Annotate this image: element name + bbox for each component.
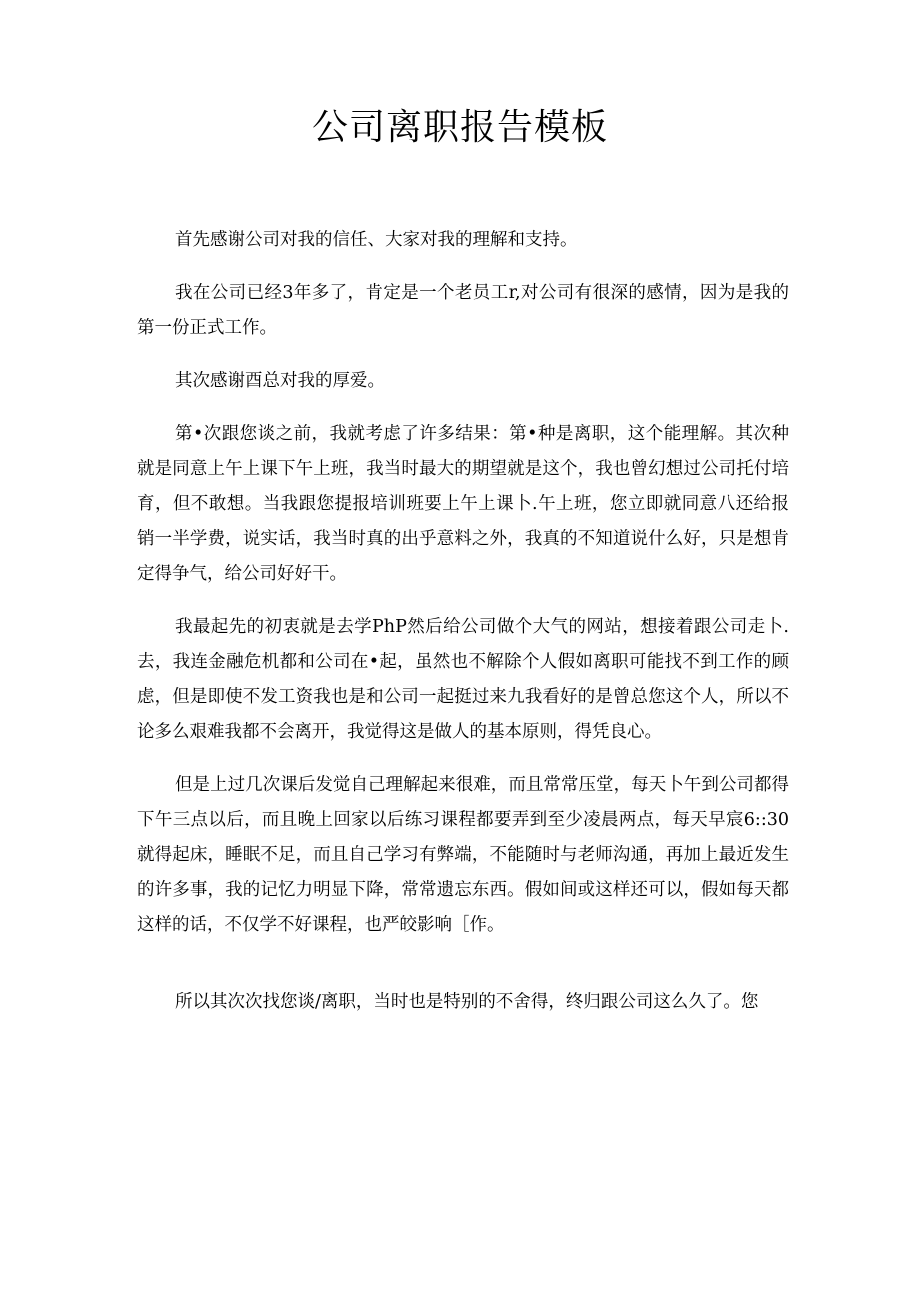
paragraph-second-talk: 所以其次次找您谈/离职，当时也是特别的不舍得，终归跟公司这么久了。您	[175, 992, 759, 1012]
paragraph-difficulties: 但是上过几次课后发觉自己理解起来很难，而且常常压堂，每天卜午到公司都得下午三点以后，而且晚上回家以后练习课程都要弄到至少凌晨两点，每天早宸6::30就得起床，睡眠不足，而且自己学习有弊端，不能随时与老师沟通，再加上最近发生的许多事，我的记忆力明显下降，常常遗忘东西。假如间或这样还可以，假如每天都这样的话，不仅学不好课程，也严皎影响［作。	[137, 775, 789, 935]
paragraph-tenure: 我在公司已经3年多了，肯定是一个老员工r,对公司有很深的感情，因为是我的第一份正式工作。	[137, 283, 789, 338]
paragraph-gratitude: 首先感谢公司对我的信任、大家对我的理解和支持。	[175, 230, 578, 250]
paragraph-first-talk: 第•次跟您谈之前，我就考虑了许多结果：第•种是离职，这个能理解。其次种就是同意上午上课下午上班，我当时最大的期望就是这个，我也曾幻想过公司托付培育，但不敢想。当我跟您提报培训班要上午上课卜.午上班，您立即就同意八还给报销一半学费，说实话，我当时真的出乎意料之外，我真的不知道说什么好，只是想肯定得争气，给公司好好干。	[137, 424, 789, 584]
paragraph-thanks-boss: 其次感谢酉总对我的厚爱。	[175, 371, 385, 391]
paragraph-spacer	[137, 961, 789, 985]
document-title: 公司离职报告模板	[311, 107, 608, 148]
paragraph-original-intent: 我最起先的初衷就是去学PhP然后给公司做个大气的网站，想接着跟公司走卜.去，我连金融危机都和公司在•起，虽然也不解除个人假如离职可能找不到工作的顾虑，但是即使不发工资我也是和公司一起挺过来九我看好的是曾总您这个人，所以不论多么艰难我都不会离开，我觉得这是做人的基本原则，得凭良心。	[137, 617, 789, 742]
document-body	[137, 223, 789, 1038]
